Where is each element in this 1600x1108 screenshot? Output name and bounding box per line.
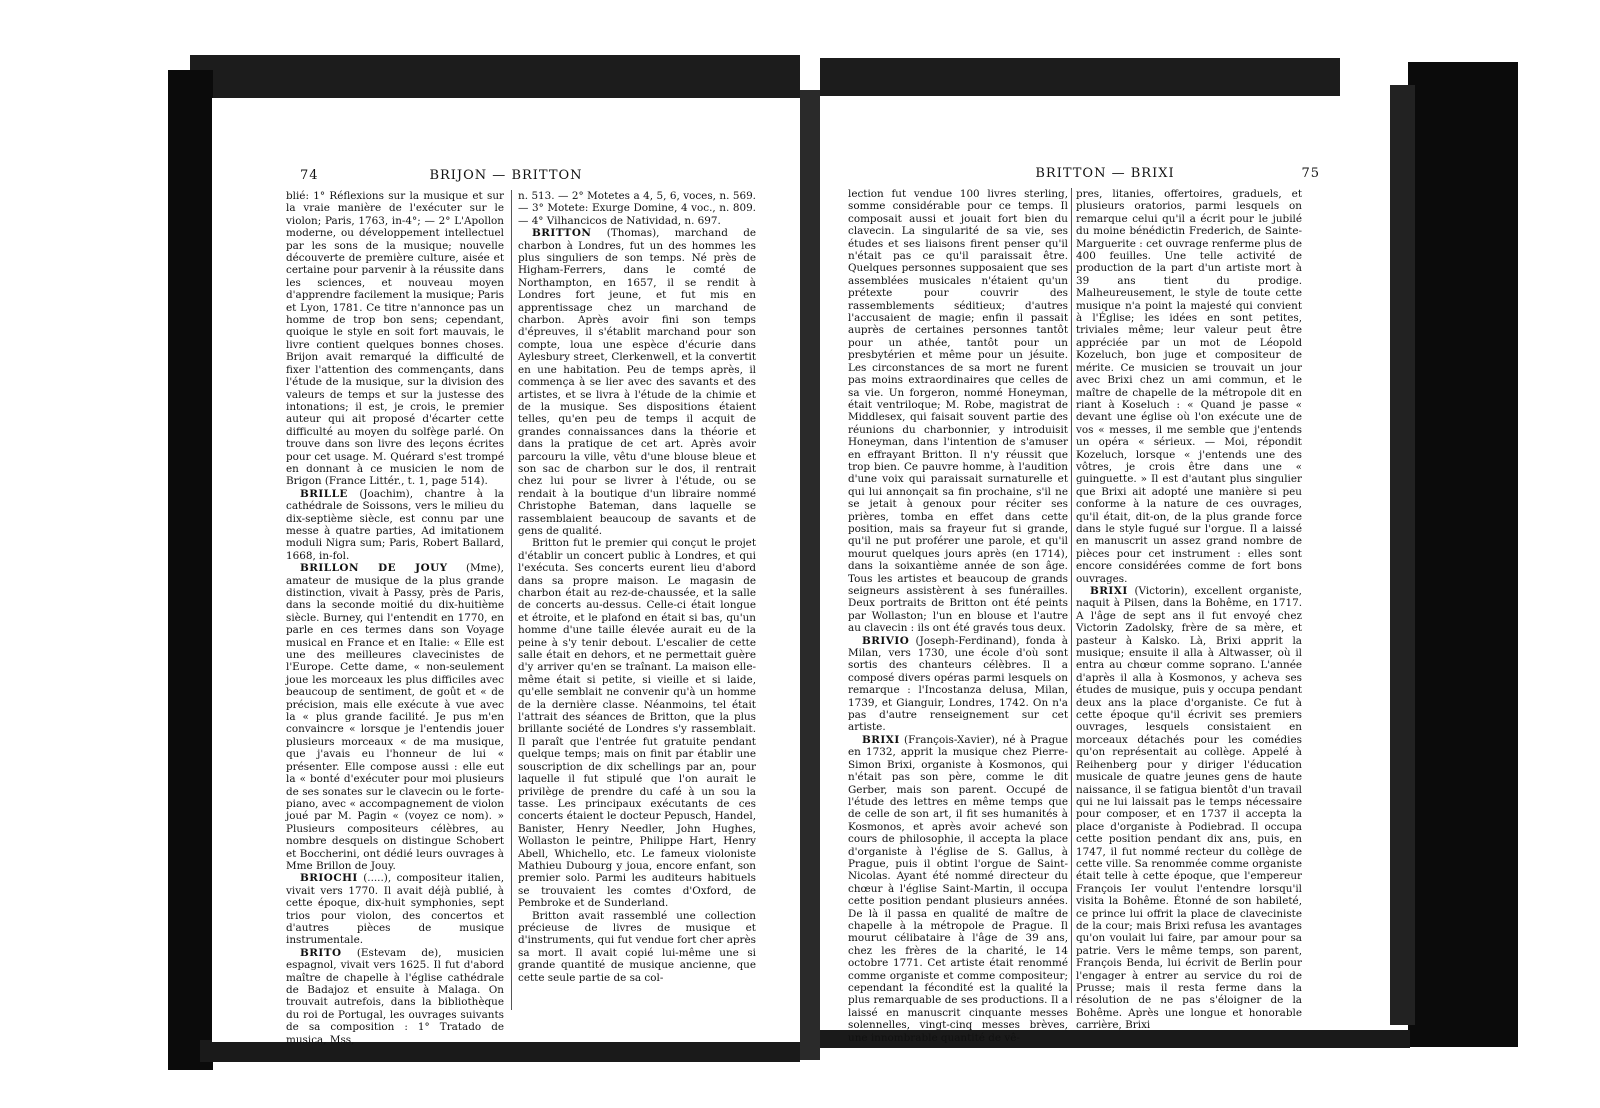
entry-paragraph — [848, 635, 1068, 734]
column-rule — [1071, 188, 1072, 1003]
running-head-title: BRITTON — BRIXI — [1035, 166, 1175, 181]
entry-paragraph — [518, 227, 756, 537]
entry-paragraph — [518, 190, 756, 227]
entry-paragraph — [1076, 585, 1302, 1032]
text-column-1 — [286, 190, 504, 1046]
entry-paragraph — [848, 188, 1068, 635]
entry-text: (Victorin), excellent organiste, naquit à Pilsen, dans la Bohême, en 1717. A l'âge de sept ans il fut envoyé chez Victorin Zadolsky, frère de sa mère, et pasteur à Kalsko. Là, Brixi apprit la musique; ensuite il alla à Altwasser, où il entra au chœur comme soprano. L'année d'après il alla à Kosmonos, y acheva ses études de musique, puis y occupa pendant deux ans la place d'organiste. Ce fut à cette époque qu'il écrivit ses premiers ouvrages, lesquels consistaient en morceaux détachés pour les comédies qu'on représentait au collège. Appelé à Reihenberg pour y diriger l'éducation musicale de quatre jeunes gens de haute naissance, il se fatigua bientôt d'un travail qui ne lui laissait pas le temps nécessaire pour composer, et en 1737 il accepta la place d'organiste à Podiebrad. Il occupa cette position pendant dix ans, puis, en 1747, il fut nommé recteur du collège de cette ville. Sa renommée comme organiste était telle à cette époque, que l'empereur François Ier voulut l'entendre lorsqu'il visita la Bohême. Étonné de son habileté, ce prince lui offrit la place de claveciniste de la cour; mais Brixi refusa les avantages qu'on voulait lui faire, par amour pour sa patrie. Vers le même temps, son parent, François Benda, lui écrivit de Berlin pour l'engager à entrer au service du roi de Prusse; mais il resta ferme dans la résolution de ne pas s'éloigner de la Bohême. Après une longue et honorable carrière, Brixi — [1076, 585, 1302, 1032]
running-header — [820, 166, 1390, 186]
entry-paragraph — [1076, 188, 1302, 585]
entry-text: blié: 1° Réflexions sur la musique et sur la vraie manière de l'exécuter sur le violon; Paris, 1763, in-4°; — 2° L'Apollon moderne, ou développement intellectuel par les sons de la musique; nouvelle découverte de première culture, aisée et certaine pour parvenir à la réussite dans les sciences, et nouveau moyen d'apprendre facilement la musique; Paris et Lyon, 1781. Ce titre n'annonce pas un homme de trop bon sens; cependant, quoique le style en soit fort mauvais, le livre contient quelques bonnes choses. Brijon avait remarqué la difficulté de fixer l'attention des commençants, dans l'étude de la musique, sur la division des valeurs de temps et sur la justesse des intonations; il est, je crois, le premier auteur qui ait proposé d'écarter cette difficulté au moyen du solfège parlé. On trouve dans son livre des leçons écrites pour cet usage. M. Quérard s'est trompé en donnant à ce musicien le nom de Brigon (France Littér., t. 1, page 514). — [286, 190, 504, 488]
entry-text: n. 513. — 2° Motetes a 4, 5, 6, voces, n. 569. — 3° Motete: Exurge Domine, 4 voc., n. 809. — 4° Vilhancicos de Natividad, n. 697. — [518, 190, 756, 227]
entry-text: (.....), compositeur italien, vivait vers 1770. Il avait déjà publié, à cette époque, dix-huit symphonies, sept trios pour violon, des concertos et d'autres pièces de musique instrumentale. — [286, 872, 504, 947]
entry-text: Britton avait rassemblé une collection précieuse de livres de musique et d'instruments, qui fut vendue fort cher après sa mort. Il avait copié lui-même une si grande quantité de musique ancienne, que cette seule partie de sa col- — [518, 909, 756, 984]
entry-paragraph — [286, 947, 504, 1046]
page-number: 75 — [1301, 166, 1320, 181]
book-edge-right — [1408, 62, 1518, 1047]
entry-headword: BRIOCHI — [300, 872, 358, 885]
entry-headword: BRIXI — [1090, 585, 1128, 597]
entry-text: (Mme), amateur de musique de la plus grande distinction, vivait à Passy, près de Paris, dans la seconde moitié du dix-huitième siècle. Burney, qui l'entendit en 1770, en parle en ces termes dans son Voyage musical en France et en Italie: « Elle est une des meilleures clavecinistes de l'Europe. Cette dame, « non-seulement joue les morceaux les plus difficiles avec beaucoup de sentiment, de goût et « de précision, mais elle exécute à vue avec la « plus grande facilité. Je pus m'en convaincre « lorsque je l'entendis jouer plusieurs morceaux « de ma musique, que j'avais eu l'honneur de lui « présenter. Elle compose aussi : elle eut la « bonté d'exécuter pour moi plusieurs de ses sonates sur le clavecin ou le forte-piano, avec « accompagnement de violon joué par M. Pagin « (voyez ce nom). » Plusieurs compositeurs célèbres, au nombre desquels on distingue Schobert et Boccherini, ont dédié leurs ouvrages à Mme Brillon de Jouy. — [286, 562, 504, 872]
entry-headword: BRILLE — [300, 487, 348, 500]
right-page — [820, 96, 1390, 1044]
entry-paragraph — [286, 562, 504, 872]
entry-paragraph — [518, 537, 756, 909]
text-column-2 — [518, 190, 756, 984]
entry-headword: BRIXI — [862, 733, 900, 746]
entry-headword: BRIVIO — [862, 634, 910, 647]
entry-paragraph — [848, 734, 1068, 1044]
text-column-2 — [1076, 188, 1302, 1032]
page-number: 74 — [300, 168, 319, 183]
book-edge-left — [168, 70, 213, 1070]
entry-text: (Joachim), chantre à la cathédrale de Soissons, vers le milieu du dix-septième siècle, est connu par une messe à quatre parties, Ad imitationem moduli Nigra sum; Paris, Robert Ballard, 1668, in-fol. — [286, 487, 504, 562]
entry-paragraph — [518, 910, 756, 984]
page-stack-right — [1390, 85, 1415, 1025]
entry-text: (Joseph-Ferdinand), fonda à Milan, vers 1730, une école d'où sont sortis des chanteurs célèbres. Il a composé divers opéras parmi lesquels on remarque : l'Incostanza delusa, Milan, 1739, et Gianguir, Londres, 1742. On n'a pas d'autre renseignement sur cet artiste. — [848, 634, 1068, 734]
running-header — [212, 168, 800, 188]
entry-text: (François-Xavier), né à Prague en 1732, apprit la musique chez Pierre-Simon Brixi, organiste à Kosmonos, qui n'était pas son père, comme le dit Gerber, mais son parent. Occupé de l'étude des lettres en même temps que de celle de son art, il fit ses humanités à Kosmonos, et après avoir achevé son cours de philosophie, il accepta la place d'organiste à l'église de S. Gallus, à Prague, puis il obtint l'orgue de Saint-Nicolas. Ayant été nommé directeur du chœur à l'église Saint-Martin, il occupa cette position pendant plusieurs années. De là il passa en qualité de maître de chapelle à la métropole de Prague. Il mourut célibataire à l'âge de 39 ans, chez les frères de la charité, le 14 octobre 1771. Cet artiste était renommé comme organiste et comme compositeur; cependant la fécondité est la qualité la plus remarquable de ses productions. Il a laissé en manuscrit cinquante messes solennelles, vingt-cinq messes brèves, une innombrable quantité de vê- — [848, 733, 1068, 1044]
text-column-1 — [848, 188, 1068, 1044]
scan-shadow-top-left — [190, 55, 800, 100]
column-rule — [511, 190, 512, 1010]
entry-headword: BRITO — [300, 946, 342, 959]
entry-paragraph — [286, 190, 504, 488]
entry-text: Britton fut le premier qui conçut le projet d'établir un concert public à Londres, et qui l'exécuta. Ses concerts eurent lieu d'abord dans sa propre maison. Le magasin de charbon était au rez-de-chaussée, et la salle de concerts au-dessus. Celle-ci était longue et étroite, et le plafond en était si bas, qu'un homme d'une taille élevée aurait eu de la peine à s'y tenir debout. L'escalier de cette salle était en dehors, et ne permettait guère d'y arriver qu'en se traînant. La maison elle-même était si petite, si vieille et si laide, qu'elle semblait ne convenir qu'à un homme de la dernière classe. Néanmoins, tel était l'attrait des séances de Britton, que la plus brillante société de Londres s'y rassemblait. Il paraît que l'entrée fut gratuite pendant quelque temps; mais on finit par établir une souscription de dix schellings par an, pour laquelle il fut stipulé que l'on aurait le privilège de prendre du café à un sou la tasse. Les principaux exécutants de ces concerts étaient le docteur Pepusch, Handel, Banister, Henry Needler, John Hughes, Wollaston le peintre, Philippe Hart, Henry Abell, Whichello, etc. Le fameux violoniste Mathieu Dubourg y joua, encore enfant, son premier solo. Parmi les auditeurs habituels se trouvaient les comtes d'Oxford, de Pembroke et de Sunderland. — [518, 537, 756, 910]
entry-text: pres, litanies, offertoires, graduels, et plusieurs oratorios, parmi lesquels on remarque celui qu'il a écrit pour le jubilé du moine bénédictin Frederich, de Sainte-Marguerite : cet ouvrage renferme plus de 400 feuilles. Une telle activité de production de la part d'un artiste mort à 39 ans tient du prodige. Malheureusement, le style de toute cette musique n'a point la majesté qui convient à l'Église; les idées en sont petites, triviales même; leur valeur peut être appréciée par un mot de Léopold Kozeluch, bon juge et compositeur de mérite. Ce musicien se trouvait un jour avec Brixi chez un ami commun, et le maître de chapelle de la métropole dit en riant à Koseluch : « Quand je passe « devant une église où l'on exécute une de vos « messes, il me semble que j'entends un opéra « sérieux. — Moi, répondit Kozeluch, lorsque « j'entends une des vôtres, je crois être dans une « guinguette. » Il est d'autant plus singulier que Brixi ait adopté une manière si peu conforme à la nature de ces ouvrages, qu'il était, dit-on, de la plus grande force dans le style fugué sur l'orgue. Il a laissé en manuscrit un assez grand nombre de pièces pour cet instrument : elles sont encore considérées comme de fort bons ouvrages. — [1076, 188, 1302, 585]
scan-shadow-top-right — [820, 58, 1340, 98]
entry-headword: BRILLON DE JOUY — [300, 562, 448, 575]
entry-text: (Estevam de), musicien espagnol, vivait vers 1625. Il fut d'abord maître de chapelle à l'église cathédrale de Badajoz et ensuite à Malaga. On trouvait autrefois, dans la bibliothèque du roi de Portugal, les ouvrages suivants de sa composition : 1° Tratado de musica, Mss, — [286, 946, 504, 1046]
book-gutter — [800, 90, 820, 1060]
running-head-title: BRIJON — BRITTON — [429, 168, 583, 183]
entry-headword: BRITTON — [532, 227, 592, 240]
entry-text: lection fut vendue 100 livres sterling, somme considérable pour ce temps. Il composait aussi et jouait fort bien du clavecin. La singularité de sa vie, ses études et ses liaisons firent penser qu'il n'était pas ce qu'il paraissait être. Quelques personnes supposaient que ses assemblées musicales n'étaient qu'un prétexte pour couvrir des rassemblements séditieux; d'autres l'accusaient de magie; enfin il passait auprès de certaines personnes tantôt pour un athée, tantôt pour un presbytérien et même pour un jésuite. Les circonstances de sa mort ne furent pas moins extraordinaires que celles de sa vie. Un forgeron, nommé Honeyman, était ventriloque; M. Robe, magistrat de Middlesex, qui faisait souvent partie des réunions du charbonnier, y introduisit Honeyman, dans l'intention de s'amuser en effrayant Britton. Il n'y réussit que trop bien. Ce pauvre homme, à l'audition d'une voix qui paraissait surnaturelle et qui lui annonçait sa fin prochaine, s'il ne se jetait à genoux pour réciter ses prières, tomba en effet dans cette position, mais sa frayeur fut si grande, qu'il ne put proférer une parole, et qu'il mourut quelques jours après (en 1714), dans la soixantième année de son âge. Tous les artistes et beaucoup de grands seigneurs assistèrent à ses funérailles. Deux portraits de Britton ont été peints par Wollaston; l'un en blouse et l'autre au clavecin : ils ont été gravés tous deux. — [848, 188, 1068, 635]
left-page — [212, 98, 800, 1046]
entry-text: (Thomas), marchand de charbon à Londres, fut un des hommes les plus singuliers de son temps. Né près de Higham-Ferrers, dans le comté de Northampton, en 1657, il se rendit à Londres fort jeune, et fut mis en apprentissage chez un marchand de charbon. Après avoir fini son temps d'épreuves, il s'établit marchand pour son compte, loua une espèce d'écurie dans Aylesbury street, Clerkenwell, et la convertit en une habitation. Peu de temps après, il commença à se lier avec des savants et des artistes, et se livra à l'étude de la chimie et de la musique. Ses dispositions étaient telles, qu'en peu de temps il acquit de grandes connaissances dans la théorie et dans la pratique de cet art. Après avoir parcouru la ville, vêtu d'une blouse bleue et son sac de charbon sur le dos, il rentrait chez lui pour se livrer à l'étude, ou se rendait à la boutique d'un libraire nommé Christophe Bateman, dans laquelle se rassemblaient beaucoup de savants et de gens de qualité. — [518, 227, 756, 537]
entry-paragraph — [286, 488, 504, 562]
entry-paragraph — [286, 872, 504, 946]
